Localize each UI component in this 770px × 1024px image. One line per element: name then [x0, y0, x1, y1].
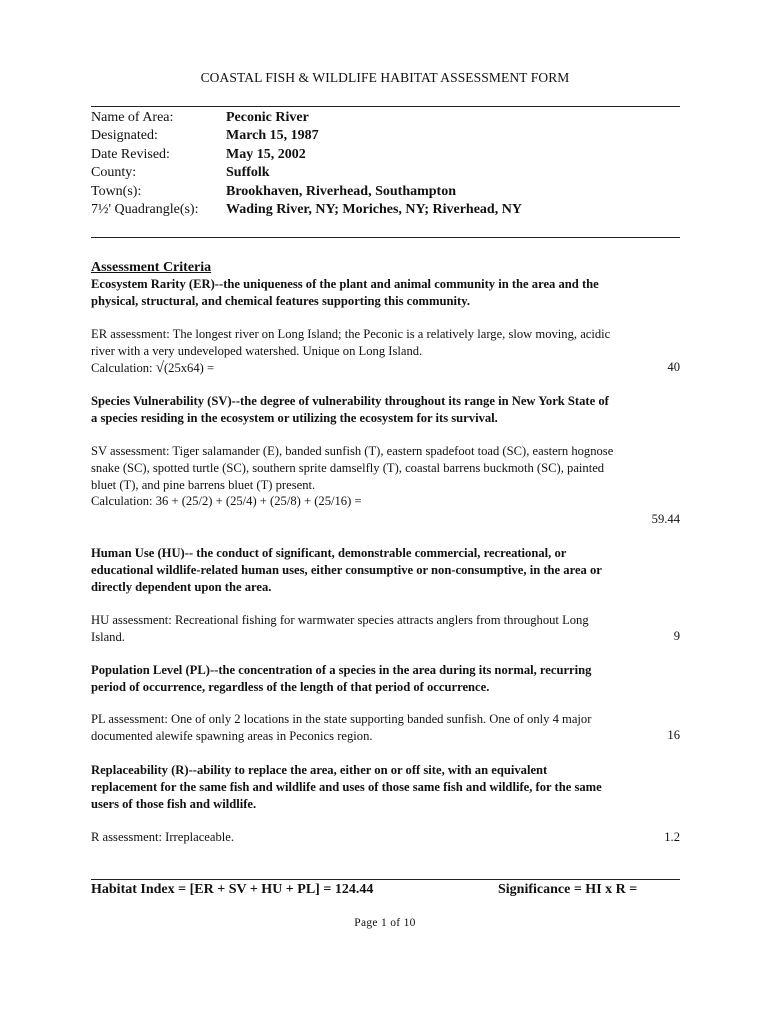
criterion-definition: Species Vulnerability (SV)--the degree of vulnerability throughout its range in New York State of a species residing in the ecosystem or utilizing the ecosystem for its survival. — [91, 394, 609, 425]
info-label: County: — [91, 165, 137, 181]
calculation-line — [91, 360, 616, 377]
info-row-quadrangles — [91, 201, 680, 219]
calculation-label: Calculation: — [91, 360, 153, 375]
info-value: Suffolk — [226, 165, 270, 181]
criterion-human-use — [91, 545, 680, 646]
info-label: 7½' Quadrangle(s): — [91, 201, 199, 217]
info-row-county — [91, 164, 680, 182]
criterion-definition: Ecosystem Rarity (ER)--the uniqueness of the plant and animal community in the area and the physical, structural, and chemical features supporting this community. — [91, 277, 599, 308]
info-value: Brookhaven, Riverhead, Southampton — [226, 183, 457, 199]
assessment-text: SV assessment: Tiger salamander (E), banded sunfish (T), eastern spadefoot toad (SC), eastern hognose snake (SC), spotted turtle (SC), southern sprite damselfly (T), coastal barrens buckmoth (SC), painted bluet (T), and pine barrens bluet (T) present. — [91, 444, 614, 492]
criterion-population-level — [91, 662, 680, 745]
info-row-revised — [91, 146, 680, 164]
info-label: Designated: — [91, 128, 158, 144]
criterion-score: 1.2 — [664, 830, 680, 844]
criterion-definition: Replaceability (R)--ability to replace the area, either on or off site, with an equivalent replacement for the same fish and wildlife and uses of those same fish and wildlife, for the same users of those fish and wildlife. — [91, 763, 602, 811]
info-value: March 15, 1987 — [226, 128, 319, 144]
criterion-replaceability — [91, 762, 680, 846]
info-label: Date Revised: — [91, 146, 170, 162]
criterion-definition: Population Level (PL)--the concentration of a species in the area during its normal, recurring period of occurrence, regardless of the length of that period of occurrence. — [91, 663, 592, 694]
page-number: Page 1 of 10 — [354, 917, 416, 929]
square-root-symbol: √ — [155, 359, 164, 376]
info-label: Name of Area: — [91, 110, 174, 125]
significance: Significance = HI x R = — [498, 882, 638, 897]
criterion-definition: Human Use (HU)-- the conduct of significant, demonstrable commercial, recreational, or educational wildlife-related human uses, either consumptive or non-consumptive, in the area or directly dependent upon the area. — [91, 546, 602, 594]
criterion-score: 40 — [667, 360, 680, 374]
criterion-assessment: HU assessment: Recreational fishing for warmwater species attracts anglers from throughout Long Island. — [91, 613, 589, 644]
criterion-assessment — [91, 443, 616, 510]
criterion-score: 59.44 — [651, 512, 680, 526]
criterion-species-vulnerability — [91, 393, 680, 526]
criterion-score: 16 — [667, 728, 680, 742]
calculation-line: Calculation: 36 + (25/2) + (25/4) + (25/8) + (25/16) = — [91, 494, 362, 509]
info-label: Town(s): — [91, 183, 142, 199]
info-row-towns — [91, 183, 680, 201]
criterion-assessment — [91, 326, 616, 376]
info-value: Peconic River — [226, 110, 309, 125]
info-value: Wading River, NY; Moriches, NY; Riverhead, NY — [226, 201, 522, 217]
criterion-score: 9 — [673, 629, 680, 643]
info-row-name — [91, 109, 680, 127]
form-title: COASTAL FISH & WILDLIFE HABITAT ASSESSMENT FORM — [200, 70, 570, 85]
info-row-designated — [91, 127, 680, 145]
criterion-ecosystem-rarity — [91, 276, 680, 376]
habitat-index: Habitat Index = [ER + SV + HU + PL] = 124.44 — [91, 882, 374, 897]
calculation-expression: (25x64) = — [163, 360, 215, 375]
assessment-text: ER assessment: The longest river on Long Island; the Peconic is a relatively large, slow moving, acidic river with a very undeveloped watershed. Unique on Long Island. — [91, 327, 611, 358]
assessment-criteria-heading: Assessment Criteria — [91, 260, 212, 275]
habitat-index-line — [91, 880, 680, 900]
info-value: May 15, 2002 — [226, 146, 306, 162]
area-info-block — [91, 109, 680, 219]
top-divider — [91, 106, 680, 107]
criterion-assessment: PL assessment: One of only 2 locations in the state supporting banded sunfish. One of only 4 major documented alewife spawning areas in Peconics region. — [91, 712, 592, 743]
criterion-assessment: R assessment: Irreplaceable. — [91, 830, 235, 844]
info-divider — [91, 237, 680, 238]
